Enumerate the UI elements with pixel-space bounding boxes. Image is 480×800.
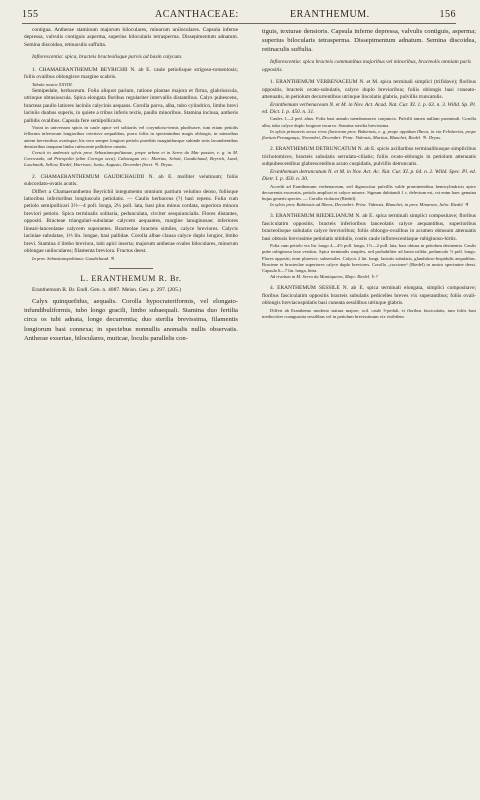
eranthemum-1-synonymy: Eranthemum verbenaceum N. et M. in Nov. Act. Acad. Nat. Cur. XI. 1. p. 63. n. 3. Willd. Sp. Pl. ed. Dict. I. p. 450. n. 31.: [262, 101, 476, 115]
genus-description: Calyx quinquefidus, aequalis. Corolla hypocrateriformis, vel elongato-infundibuliformis, tubo longo gracili, limbo subaequali. Stamina duo fertilia circa os tubi adnata, longe decurrentia; duo sterilia brevissima, filamentis longiorum basi connexa; in speciebus nonnullis anomalis nullis observatis. Antherae exsertae, biloculares, muticae, loculis parallelis con-: [24, 298, 238, 342]
eranthemum-2-note: Accedit ad Eranthemum verbenaceum, sed dignoscitur pulvillis valde prominentibus hemicylindricis apice decurrentis excavatis, petiolo ampliori et calyce minore. Signum dubitandi 1 c. delectum est, cst enim haec genuina hujus generis species. — Corolla violacea (Riedel).: [262, 183, 476, 201]
left-page-number: 155: [22, 9, 39, 20]
right-page-number: 156: [439, 9, 456, 20]
species-1-note: Variat in universum spicis in caule apice vel solitariis vel corymboso-ternis pluribusve, tum etiam petiolis fellorum inferiorum longioribus ceterisve aequalibus, porro foliis in speciminibus magis oblongis, in minoribus autem brevioribus ovatisque; his vero semper longiori petiolo praeditis marginibusque subinde setis lacumbentibus densioribus tanquam limbo rufescente pallidove ornatis.: [24, 125, 238, 149]
left-running-title: ACANTHACEAE:: [155, 9, 239, 20]
eranthemum-2-habitat: In sylvis prov. Bahiensis ad Ilheos, Decembri: Princ. Vidensis, Blanchet; in prov. Minarum, Julio: Riedel. ♃: [270, 202, 469, 208]
right-inflorescence-heading: Inflorescentia: spica bracteis communibus majoribus vel minoribus, bracteolis omniam paris oppositis.: [262, 59, 472, 73]
left-continuation-paragraph: contigua. Antherae staminum majorum biloculares, minorum uniloculares. Capsula inferne depressa, valvulis contiguis asperma, superius bilocularis tetrasperma. Dissepimentum adnatum. Semina discoidea, retinaculis suffulta.: [24, 27, 238, 48]
species-1-habitat: Crescit in umbrosis sylvis prov. Sebastianopolitanae, prope urbem et in Serra do Mar passim, e. g. in M. Corcovado, ad Petropolin (alim Correga seca), Cabocagua etc.: Martius, Schott, Gaudichaud, Beyrich, Lund, Luschnath, Sellow, Riedel, Harrison; Junio, Augusto, Decembri floret. ♃. Dryas.: [24, 150, 238, 168]
species-1-title: 1. CHAMAERANTHEMUM BEYRICHII N. ab E. caule petiolisque strigoso-tomentosis; foliis ovalibus oblongisve margine scabris.: [24, 66, 238, 81]
species-1-description: Semipedale, herbaceum. Folia aliquot parium, ratione plantae majora et firma, glabriuscula, utrinque obtusiuscula. Spica elongata floribus regulariter intervallis distantibus. Calyx pubescens, bracteas paullo latiores laciniis calycinis aequans. Corolla parva, alba, tubo cylindrico, limbo brevi laciniis duabus superis, in quiete a tribus inferis textis, paullo minoribus. Stamina inclusa, antheris pallidis ovalibus. Capsula fere semipollicaris.: [24, 87, 238, 124]
eranthemum-3-description: Folia cum petiolo vix lin. longo 4—4½ poll. longa, 1½—2 poll. lata, basi obtusa in petiolum desinentia. Caulis pube rubiginosa laxe vestitus. Spica terminalis simplex, sed probabiliter ad basin trifida, pedunculo ½ poll. longo. Flores oppositi, terni pluresve, subsessiles. Calycis 2 lin. longi, laciniis subulatis, glanduloso-hispidulis aequalibus. Bracteae et bracteolae superiores calyce duplo breviores. Corolla „coccinea“ (Riedel) in nostro specimine deest. Capsula 6—7 lin. longa, hirta.: [262, 243, 476, 273]
eranthemum-3-habitat: Ad rivulum in M. Serra da Mantiqueira, Majo: Riedel. ♄?: [270, 274, 378, 280]
left-column: [24, 27, 238, 343]
section-divider: [109, 268, 153, 269]
header-rule: [22, 23, 456, 24]
eranthemum-2-synonymy: Eranthemum detruncatum N. et M. in Nov. Act. Ac. Nat. Cur. XI. p. 64. n. 2. Willd. Spec. Pl. ed. Dietr. I. p. 450. n. 30.: [262, 168, 476, 183]
left-inflorescence-heading: Inflorescentia: spica, bracteis bracteolisque parvis ad basin calycum.: [32, 54, 183, 61]
eranthemum-1-description: Caules 1—2 ped. altus. Folia basi annulo membranaceo conjuncta. Pulvilli tamen nullum prominuli. Corolla alba, tubo calyce duplo longiore incurvo. Stamina sterilia brevissima.: [262, 116, 476, 128]
eranthemum-4-description: Differt ab Eranthemo modesto statura majore, scil. caule 3-pedali, et floribus fasciculatis, tum foliis basi mediocriter coangustata sessilibus vel in petiolum brevissimum vix visibilem: [262, 307, 476, 319]
species-2-habitat: In prov. Sebastianopolitana: Gaudichaud. ♃: [32, 255, 115, 261]
eranthemum-4-title: 4. ERANTHEMUM SESSILE N. ab E. spica terminali elongata, simplici compositave; floribus fasciculatim oppositis bracteis subulatis pedicelles breves vix superantibus; foliis ovali-oblongis breviacuspidatis basi cuneata sessilibus utrinque glabris.: [262, 285, 476, 307]
species-1-plate: Tabula nostra XXVIII.: [32, 81, 73, 87]
right-column: [262, 27, 476, 320]
species-2-title: 2. CHAMAERANTHEMUM GAUDICHAUDII N. ab E. molliter velutinum; foliis subcordato-ovatis acutis.: [24, 173, 238, 188]
running-head: [22, 9, 456, 23]
species-2-description: Differt a Chamaeranthemo Beyrichii integumento omnium partium velutino denso, foliisque latioribus inferioribus longiusculo petiolatis. — Caulis herbaceus (?) basi repens. Folia cum petiolo semipollicari 3½—4 poll. longa, 2¼ poll. lata, basi plus minus cordata, superiora minora breviori petiolo. Spica terminalis solitaria, pedunculata, circiter sesquiuncialis. Flores distantes, oppositi. Bracteae triangulari-subulatae calycem aequantes, margine lanuginosae; inferiores lineari-lanceolatae calycem superantes. Bracteolae bracteis similes, calyce breviores. Calycis laciniae subulatae, 1⅓ lin. longae, basi pallidae. Corolla albae clausa calyce duplo longior, limbo brevi. Stamina 4 limbo breviora, tubi apici inserta; majorum antherae ovales biloculares, minorum oblongae uniloculares; filamenta breviora. Fructus deest.: [24, 188, 238, 255]
eranthemum-3-title: 3. ERANTHEMUM RIEDELIANUM N. ab E. spica terminali simplici compositave; floribus fasciculatim oppositis, bracteis inferioribus lanceolatis calyce aequantibus, superioribus bracteolisque subulatis calyce brevioribus; foliis oblongo-ovalibus in acumen obtusum attenuatis basi obtusis brevissime petiolatis nitidulis, costis caule inflorescentiaque rubiginoso-hirtis.: [262, 213, 476, 242]
eranthemum-1-habitat: In sylvis primaevis secus rivos flavioram prov. Bahiensis, e. g. prope oppidum Ilheos, in via Felisbertia, prope fluvium Peruaguaçu, Novembri, Decembri: Princ. Vidensis, Martius, Blanchet, Riedel. ♃. Dryas.: [262, 128, 476, 141]
eranthemum-1-title: 1. ERANTHEMUM VERBENACEUM N. et M. spica terminali simplici (trifidave); floribus oppositis, bracteis ovato-subulatis, calyce duplo brevioribus; foliis oblongis basi cuneato-attenuatis, in petiolum decurrentibus utrinque lincolatis glabris, pulvillis truncatulis.: [262, 79, 476, 101]
genus-title: L. ERANTHEMUM R. Br.: [80, 273, 182, 283]
genus-synonymy: Eranthemum R. Br. Endl. Gen. n. 4087. Meisn. Gen. p. 297. (205.): [32, 286, 182, 293]
eranthemum-2-title: 2. ERANTHEMUM DETRUNCATUM N. ab E. spicis axillaribus terminalibusque simplicibus trichotomisve, bracteis subulatis serrulato-ciliatis; foliis ovato-oblongis in petiolum attenuatis subpubescentibus glabrescentibus acuto cuspidatis, pulvillis detruncatis.: [262, 146, 476, 168]
right-running-title: ERANTHEMUM.: [290, 9, 370, 20]
right-continuation-paragraph: tiguis, texturae densioris. Capsula inferne depressa, valvulis contiguis, asperma; superius bilocularis tetrasperma. Dissepimentum adnatum. Semina discoidea, retinaculis suffulta.: [262, 28, 476, 54]
